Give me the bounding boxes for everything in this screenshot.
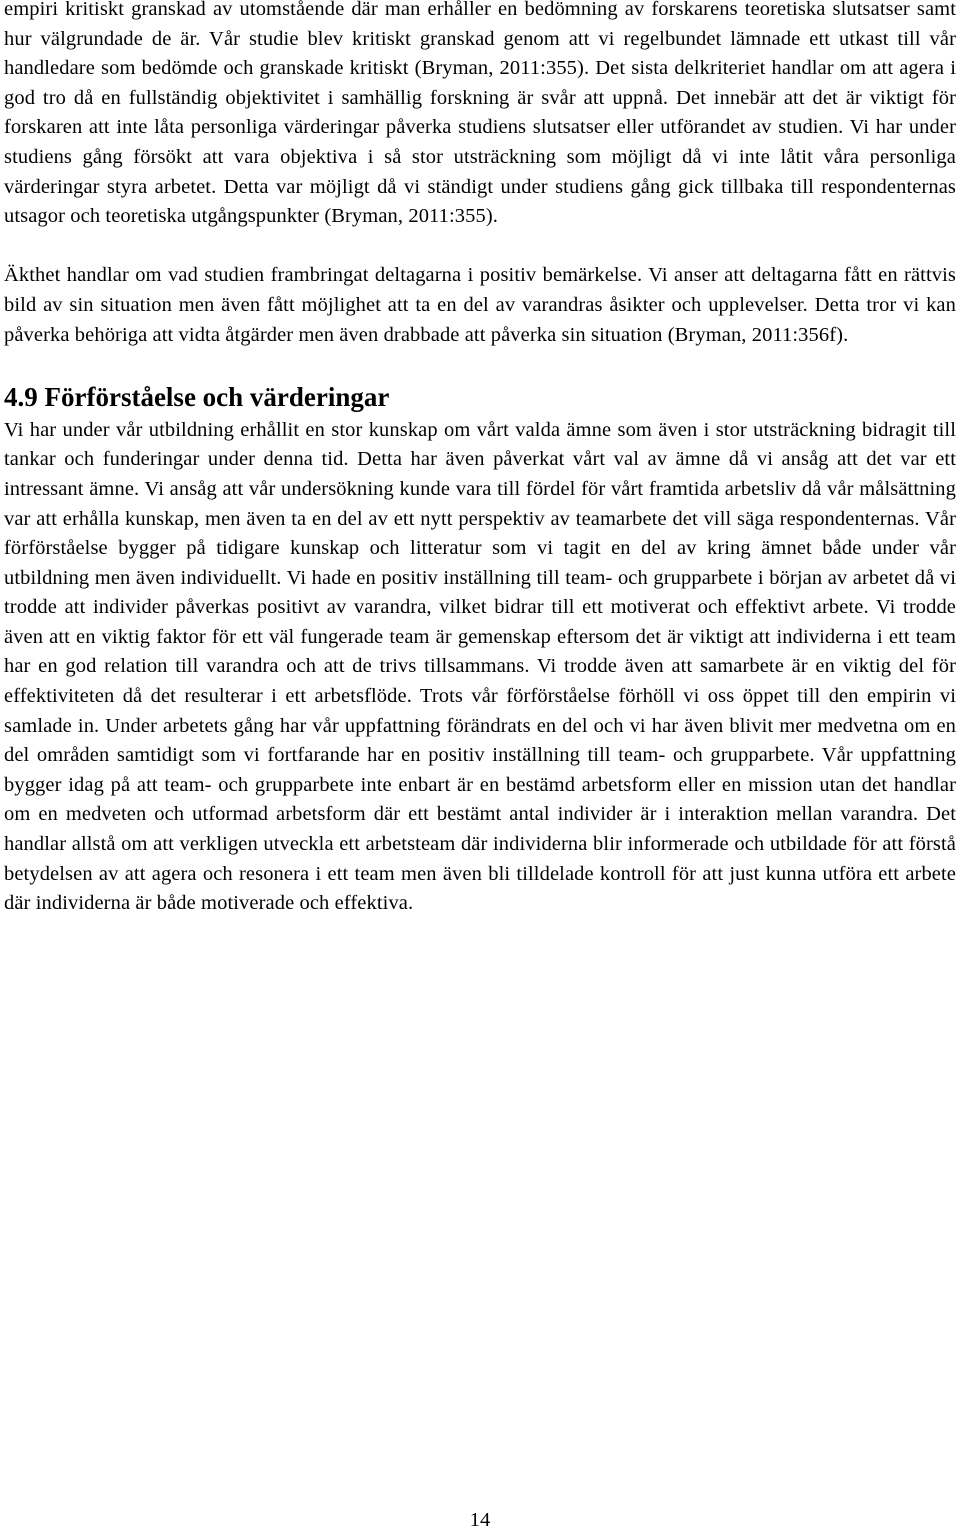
paragraph-preunderstanding: Vi har under vår utbildning erhållit en stor kunskap om vårt valda ämne som även i stor utsträckning bidragit till tankar och funderingar under denna tid. Detta har även påverkat vårt val av ämne då vi ansåg att det var ett intressant ämne. Vi ansåg att vår undersökning kunde vara till fördel för vårt framtida arbetsliv då vår målsättning var att erhålla kunskap, men även ta en del av ett nytt perspektiv av teamarbete det vill säga respondenternas. Vår förförståelse bygger på tidigare kunskap och litteratur som vi tagit en del av kring ämnet både under vår utbildning men även individuellt. Vi hade en positiv inställning till team- och grupparbete i början av arbetet då vi trodde att individer påverkas positivt av varandra, vilket bidrar till ett motiverat och effektivt arbete. Vi trodde även att en viktig faktor för ett väl fungerade team är gemenskap eftersom det är viktigt att individerna i ett team har en god relation till varandra och att de trivs tillsammans. Vi trodde även att samarbete är en viktig del för effektiviteten då det resulterar i ett arbetsflöde. Trots vår förförståelse förhöll vi oss öppet till den empirin vi samlade in. Under arbetets gång har vår uppfattning förändrats en del och vi har även blivit mer medvetna om en del områden samtidigt som vi fortfarande har en positiv inställning till team- och grupparbete. Vår uppfattning bygger idag på att team- och grupparbete inte enbart är en bestämd arbetsform eller en mission utan det handlar om en medveten och utformad arbetsform där ett bestämt antal individer är i interaktion mellan varandra. Det handlar allstå om att verkligen utveckla ett arbetsteam där individerna blir informerade och utbildade för att förstå betydelsen av att agera och resonera i ett team men även bli tilldelade kontroll för att just kunna utföra ett arbete där individerna är både motiverade och effektiva. — [4, 418, 956, 915]
document-page — [4, 0, 956, 919]
paragraph-trustworthiness: empiri kritiskt granskad av utomstående där man erhåller en bedömning av forskarens teoretiska slutsatser samt hur välgrundade de är. Vår studie blev kritiskt granskad genom att vi regelbundet lämnade ett utkast till vår handledare som bedömde och granskade kritiskt (Bryman, 2011:355). Det sista delkriteriet handlar om att agera i god tro då en fullständig objektivitet i samhällig forskning är svår att uppnå. Det innebär att det är viktigt för forskaren att inte låta personliga värderingar påverka studiens slutsatser eller utförandet av studien. Vi har under studiens gång försökt att vara objektiva i så stor utsträckning som möjligt då vi inte låtit våra personliga värderingar styra arbetet. Detta var möjligt då vi ständigt under studiens gång gick tillbaka till respondenternas utsagor och teoretiska utgångspunkter (Bryman, 2011:355). — [4, 0, 956, 228]
paragraph-spacer — [4, 350, 956, 380]
page-number: 14 — [469, 1509, 491, 1531]
section-heading: 4.9 Förförståelse och värderingar — [4, 381, 390, 412]
paragraph-spacer — [4, 232, 956, 262]
paragraph-authenticity: Äkthet handlar om vad studien frambringat deltagarna i positiv bemärkelse. Vi anser att deltagarna fått en rättvis bild av sin situation men även fått möjlighet att ta en del av varandras åsikter och upplevelser. Detta tror vi kan påverka behöriga att vidta åtgärder men även drabbade att påverka sin situation (Bryman, 2011:356f). — [4, 264, 956, 346]
